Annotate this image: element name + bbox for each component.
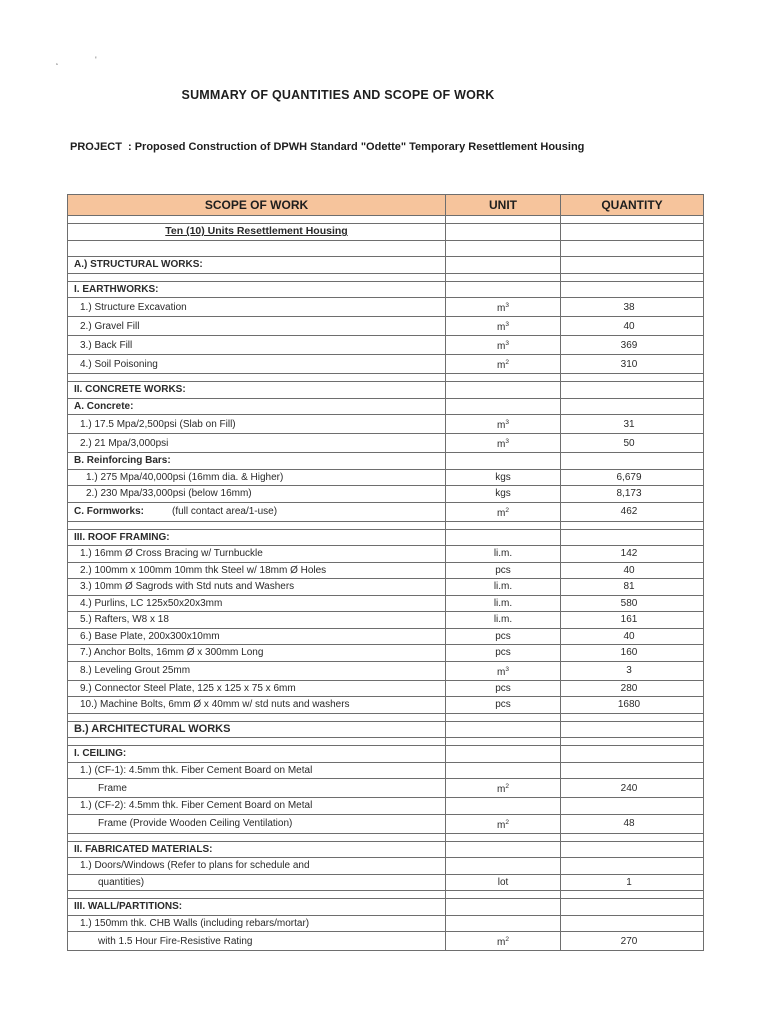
table-row: [68, 579, 704, 596]
item-desc-cont: with 1.5 Hour Fire-Resistive Rating: [68, 932, 446, 951]
header-scope: SCOPE OF WORK: [68, 195, 446, 216]
item-desc: 3.) Back Fill: [68, 336, 446, 355]
item-unit: $m^3$: [446, 434, 561, 453]
table-row: [68, 595, 704, 612]
item-desc: 3.) 10mm Ø Sagrods with Std nuts and Washers: [68, 579, 446, 596]
item-unit: li.m.: [446, 595, 561, 612]
group-concrete: II. CONCRETE WORKS:: [68, 382, 446, 399]
item-qty: 310: [561, 355, 704, 374]
item-desc: 7.) Anchor Bolts, 16mm Ø x 300mm Long: [68, 645, 446, 662]
spacer-row: [68, 521, 704, 529]
item-qty: 270: [561, 932, 704, 951]
item-qty: 462: [561, 502, 704, 521]
group-row: [68, 281, 704, 298]
item-desc: 8.) Leveling Grout 25mm: [68, 661, 446, 680]
item-qty: 1680: [561, 697, 704, 714]
item-desc: 1.) 275 Mpa/40,000psi (16mm dia. & Higher): [68, 469, 446, 486]
table-row: [68, 562, 704, 579]
item-desc: 5.) Rafters, W8 x 18: [68, 612, 446, 629]
table-row: [68, 336, 704, 355]
group-row: [68, 841, 704, 858]
table-row: [68, 298, 704, 317]
item-qty: 161: [561, 612, 704, 629]
item-desc-cont: Frame: [68, 779, 446, 798]
item-qty: 160: [561, 645, 704, 662]
item-unit: pcs: [446, 645, 561, 662]
item-qty: 8,173: [561, 486, 704, 503]
item-desc: 10.) Machine Bolts, 6mm Ø x 40mm w/ std nuts and washers: [68, 697, 446, 714]
item-unit: pcs: [446, 680, 561, 697]
group-row: [68, 746, 704, 763]
group-row: [68, 382, 704, 399]
spacer-row: [68, 891, 704, 899]
table-row: [68, 779, 704, 798]
item-qty: 40: [561, 628, 704, 645]
item-unit: $m^2$: [446, 932, 561, 951]
table-row: [68, 932, 704, 951]
item-unit: pcs: [446, 697, 561, 714]
table-row: [68, 486, 704, 503]
item-qty: 6,679: [561, 469, 704, 486]
spacer-row: [68, 374, 704, 382]
subgroup-rebars: B. Reinforcing Bars:: [68, 453, 446, 470]
group-fabricated: II. FABRICATED MATERIALS:: [68, 841, 446, 858]
spacer-row: [68, 216, 704, 224]
item-qty: 580: [561, 595, 704, 612]
table-row: [68, 814, 704, 833]
scan-specks: ˛ ': [56, 55, 97, 65]
header-quantity: QUANTITY: [561, 195, 704, 216]
item-unit: $m^3$: [446, 415, 561, 434]
item-unit: $m^2$: [446, 355, 561, 374]
item-qty: 240: [561, 779, 704, 798]
item-qty: 280: [561, 680, 704, 697]
item-qty: 1: [561, 874, 704, 891]
item-qty: 48: [561, 814, 704, 833]
spacer-row: [68, 713, 704, 721]
formworks-desc: C. Formworks: (full contact area/1-use): [68, 502, 446, 521]
item-desc: 9.) Connector Steel Plate, 125 x 125 x 75 x 6mm: [68, 680, 446, 697]
table-header-row: [68, 195, 704, 216]
group-walls: III. WALL/PARTITIONS:: [68, 899, 446, 916]
table-row: [68, 628, 704, 645]
table-row: [68, 469, 704, 486]
item-desc: 1.) 17.5 Mpa/2,500psi (Slab on Fill): [68, 415, 446, 434]
table-row: [68, 502, 704, 521]
table-row: [68, 661, 704, 680]
item-qty: 38: [561, 298, 704, 317]
group-row: [68, 899, 704, 916]
item-desc: 2.) 230 Mpa/33,000psi (below 16mm): [68, 486, 446, 503]
item-desc: 4.) Purlins, LC 125x50x20x3mm: [68, 595, 446, 612]
subtitle: Ten (10) Units Resettlement Housing: [68, 224, 446, 241]
group-earthworks: I. EARTHWORKS:: [68, 281, 446, 298]
item-unit: $m^3$: [446, 661, 561, 680]
spacer-row: [68, 273, 704, 281]
item-unit: li.m.: [446, 579, 561, 596]
item-qty: 369: [561, 336, 704, 355]
table-row: [68, 645, 704, 662]
section-architectural: B.) ARCHITECTURAL WORKS: [68, 721, 446, 738]
item-unit: kgs: [446, 469, 561, 486]
item-qty: 31: [561, 415, 704, 434]
table-row: [68, 355, 704, 374]
item-desc: 1.) 16mm Ø Cross Bracing w/ Turnbuckle: [68, 546, 446, 563]
item-unit: $m^2$: [446, 814, 561, 833]
item-qty: 50: [561, 434, 704, 453]
header-unit: UNIT: [446, 195, 561, 216]
project-label: PROJECT: [70, 141, 122, 153]
item-qty: 3: [561, 661, 704, 680]
item-desc: 2.) 100mm x 100mm 10mm thk Steel w/ 18mm Ø Holes: [68, 562, 446, 579]
item-desc-cont: quantities): [68, 874, 446, 891]
table-row: [68, 546, 704, 563]
item-unit: $m^3$: [446, 336, 561, 355]
table-row: [68, 680, 704, 697]
item-desc: 1.) (CF-2): 4.5mm thk. Fiber Cement Board on Metal: [68, 798, 446, 815]
spacer-row: [68, 738, 704, 746]
subgroup-row: [68, 398, 704, 415]
table-row: [68, 858, 704, 875]
table-row: [68, 697, 704, 714]
document-title: SUMMARY OF QUANTITIES AND SCOPE OF WORK: [181, 88, 495, 102]
project-line: [70, 141, 584, 153]
table-row: [68, 317, 704, 336]
group-roof: III. ROOF FRAMING:: [68, 529, 446, 546]
item-desc: 2.) Gravel Fill: [68, 317, 446, 336]
subgroup-concrete: A. Concrete:: [68, 398, 446, 415]
table-row: [68, 612, 704, 629]
section-row: [68, 721, 704, 738]
item-unit: pcs: [446, 562, 561, 579]
item-unit: $m^3$: [446, 317, 561, 336]
item-desc-cont: Frame (Provide Wooden Ceiling Ventilation): [68, 814, 446, 833]
item-unit: kgs: [446, 486, 561, 503]
subgroup-row: [68, 453, 704, 470]
item-desc: 1.) (CF-1): 4.5mm thk. Fiber Cement Board on Metal: [68, 762, 446, 779]
item-qty: 142: [561, 546, 704, 563]
item-unit: lot: [446, 874, 561, 891]
spacer-row: [68, 833, 704, 841]
item-desc: 4.) Soil Poisoning: [68, 355, 446, 374]
item-qty: 40: [561, 317, 704, 336]
section-structural: A.) STRUCTURAL WORKS:: [68, 257, 446, 274]
item-desc: 1.) Doors/Windows (Refer to plans for schedule and: [68, 858, 446, 875]
table-row: [68, 415, 704, 434]
section-row: [68, 257, 704, 274]
quantities-table: [67, 194, 704, 951]
table-row: [68, 762, 704, 779]
table-row: [68, 874, 704, 891]
group-row: [68, 529, 704, 546]
table-row: [68, 798, 704, 815]
blank-row: [68, 240, 704, 257]
subtitle-row: [68, 224, 704, 241]
item-unit: li.m.: [446, 612, 561, 629]
item-unit: li.m.: [446, 546, 561, 563]
project-value: : Proposed Construction of DPWH Standard "Odette" Temporary Resettlement Housing: [128, 141, 585, 153]
item-unit: pcs: [446, 628, 561, 645]
item-desc: 1.) 150mm thk. CHB Walls (including rebars/mortar): [68, 915, 446, 932]
item-desc: 2.) 21 Mpa/3,000psi: [68, 434, 446, 453]
group-ceiling: I. CEILING:: [68, 746, 446, 763]
item-unit: $m^3$: [446, 298, 561, 317]
item-qty: 40: [561, 562, 704, 579]
item-qty: 81: [561, 579, 704, 596]
table-row: [68, 434, 704, 453]
item-desc: 6.) Base Plate, 200x300x10mm: [68, 628, 446, 645]
item-unit: $m^2$: [446, 502, 561, 521]
item-unit: $m^2$: [446, 779, 561, 798]
item-desc: 1.) Structure Excavation: [68, 298, 446, 317]
table-row: [68, 915, 704, 932]
